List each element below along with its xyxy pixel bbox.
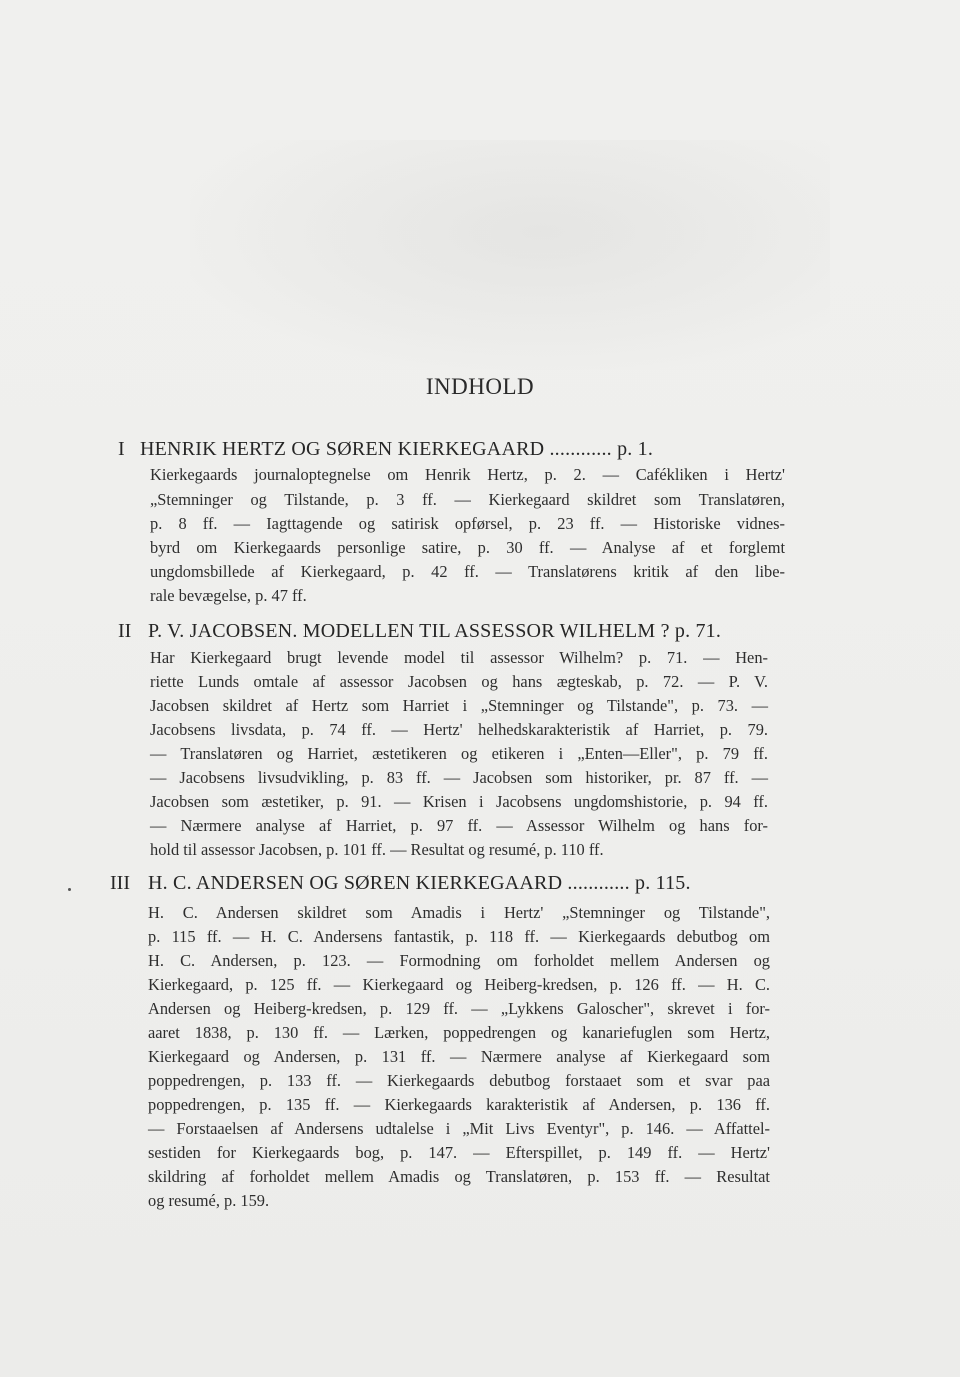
section-line: H. C. Andersen, p. 123. — Formodning om forholdet mellem Andersen og: [148, 951, 770, 970]
section-line: — Translatøren og Harriet, æstetikeren og etikeren i „Enten—Eller", p. 79 ff.: [150, 744, 768, 763]
section-heading: HENRIK HERTZ OG SØREN KIERKEGAARD ............ p. 1.: [140, 438, 654, 460]
section-line: hold til assessor Jacobsen, p. 101 ff. — Resultat og resumé, p. 110 ff.: [150, 840, 604, 859]
section-line: Kierkegaard og Andersen, p. 131 ff. — Nærmere analyse af Kierkegaard som: [148, 1047, 770, 1066]
section-line: Har Kierkegaard brugt levende model til assessor Wilhelm? p. 71. — Hen-: [150, 648, 768, 667]
section-numeral: III: [110, 872, 130, 894]
section-line: Andersen og Heiberg-kredsen, p. 129 ff. — „Lykkens Galoscher", skrevet i for-: [148, 999, 770, 1018]
section-line: poppedrengen, p. 135 ff. — Kierkegaards karakteristik af Andersen, p. 136 ff.: [148, 1095, 770, 1114]
page-title: INDHOLD: [425, 374, 535, 399]
section-line: „Stemninger og Tilstande, p. 3 ff. — Kierkegaard skildret som Translatøren,: [150, 490, 785, 509]
section-line: skildring af forholdet mellem Amadis og Translatøren, p. 153 ff. — Resultat: [148, 1167, 770, 1186]
section-numeral: I: [118, 438, 125, 460]
section-line: — Nærmere analyse af Harriet, p. 97 ff. — Assessor Wilhelm og hans for-: [150, 816, 768, 835]
section-line: riette Lunds omtale af assessor Jacobsen og hans ægteskab, p. 72. — P. V.: [150, 672, 768, 691]
section-line: aaret 1838, p. 130 ff. — Lærken, poppedrengen og kanariefuglen som Hertz,: [148, 1023, 770, 1042]
section-heading: H. C. ANDERSEN OG SØREN KIERKEGAARD ............ p. 115.: [148, 872, 691, 894]
section-line: — Forstaaelsen af Andersens udtalelse i „Mit Livs Eventyr", p. 146. — Affattel-: [148, 1119, 770, 1138]
section-line: H. C. Andersen skildret som Amadis i Hertz' „Stemninger og Tilstande",: [148, 903, 770, 922]
section-line: p. 115 ff. — H. C. Andersens fantastik, p. 118 ff. — Kierkegaards debutbog om: [148, 927, 770, 946]
section-line: og resumé, p. 159.: [148, 1191, 270, 1210]
show-through-shadow: [190, 140, 830, 370]
section-line: — Jacobsens livsudvikling, p. 83 ff. — Jacobsen som historiker, pr. 87 ff. —: [150, 768, 768, 787]
section-numeral: II: [118, 620, 132, 642]
section-line: byrd om Kierkegaards personlige satire, p. 30 ff. — Analyse af et forglemt: [150, 538, 785, 557]
section-line: sestiden for Kierkegaards bog, p. 147. — Efterspillet, p. 149 ff. — Hertz': [148, 1143, 770, 1162]
section-line: Jacobsen skildret af Hertz som Harriet i „Stemninger og Tilstande", p. 73. —: [150, 696, 768, 715]
section-line: p. 8 ff. — Iagttagende og satirisk opførsel, p. 23 ff. — Historiske vidnes-: [150, 514, 785, 533]
section-heading: P. V. JACOBSEN. MODELLEN TIL ASSESSOR WILHELM ? p. 71.: [148, 620, 722, 642]
section-line: rale bevægelse, p. 47 ff.: [150, 586, 307, 605]
section-line: Jacobsen som æstetiker, p. 91. — Krisen i Jacobsens ungdomshistorie, p. 94 ff.: [150, 792, 768, 811]
section-line: Jacobsens livsdata, p. 74 ff. — Hertz' helhedskarakteristik af Harriet, p. 79.: [150, 720, 768, 739]
section-line: Kierkegaard, p. 125 ff. — Kierkegaard og Heiberg-kredsen, p. 126 ff. — H. C.: [148, 975, 770, 994]
section-line: ungdomsbillede af Kierkegaard, p. 42 ff. — Translatørens kritik af den libe-: [150, 562, 785, 581]
section-line: Kierkegaards journaloptegnelse om Henrik Hertz, p. 2. — Cafékliken i Hertz': [150, 465, 785, 484]
paper-speck: [68, 888, 71, 891]
section-line: poppedrengen, p. 133 ff. — Kierkegaards debutbog forstaaet som et svar paa: [148, 1071, 770, 1090]
